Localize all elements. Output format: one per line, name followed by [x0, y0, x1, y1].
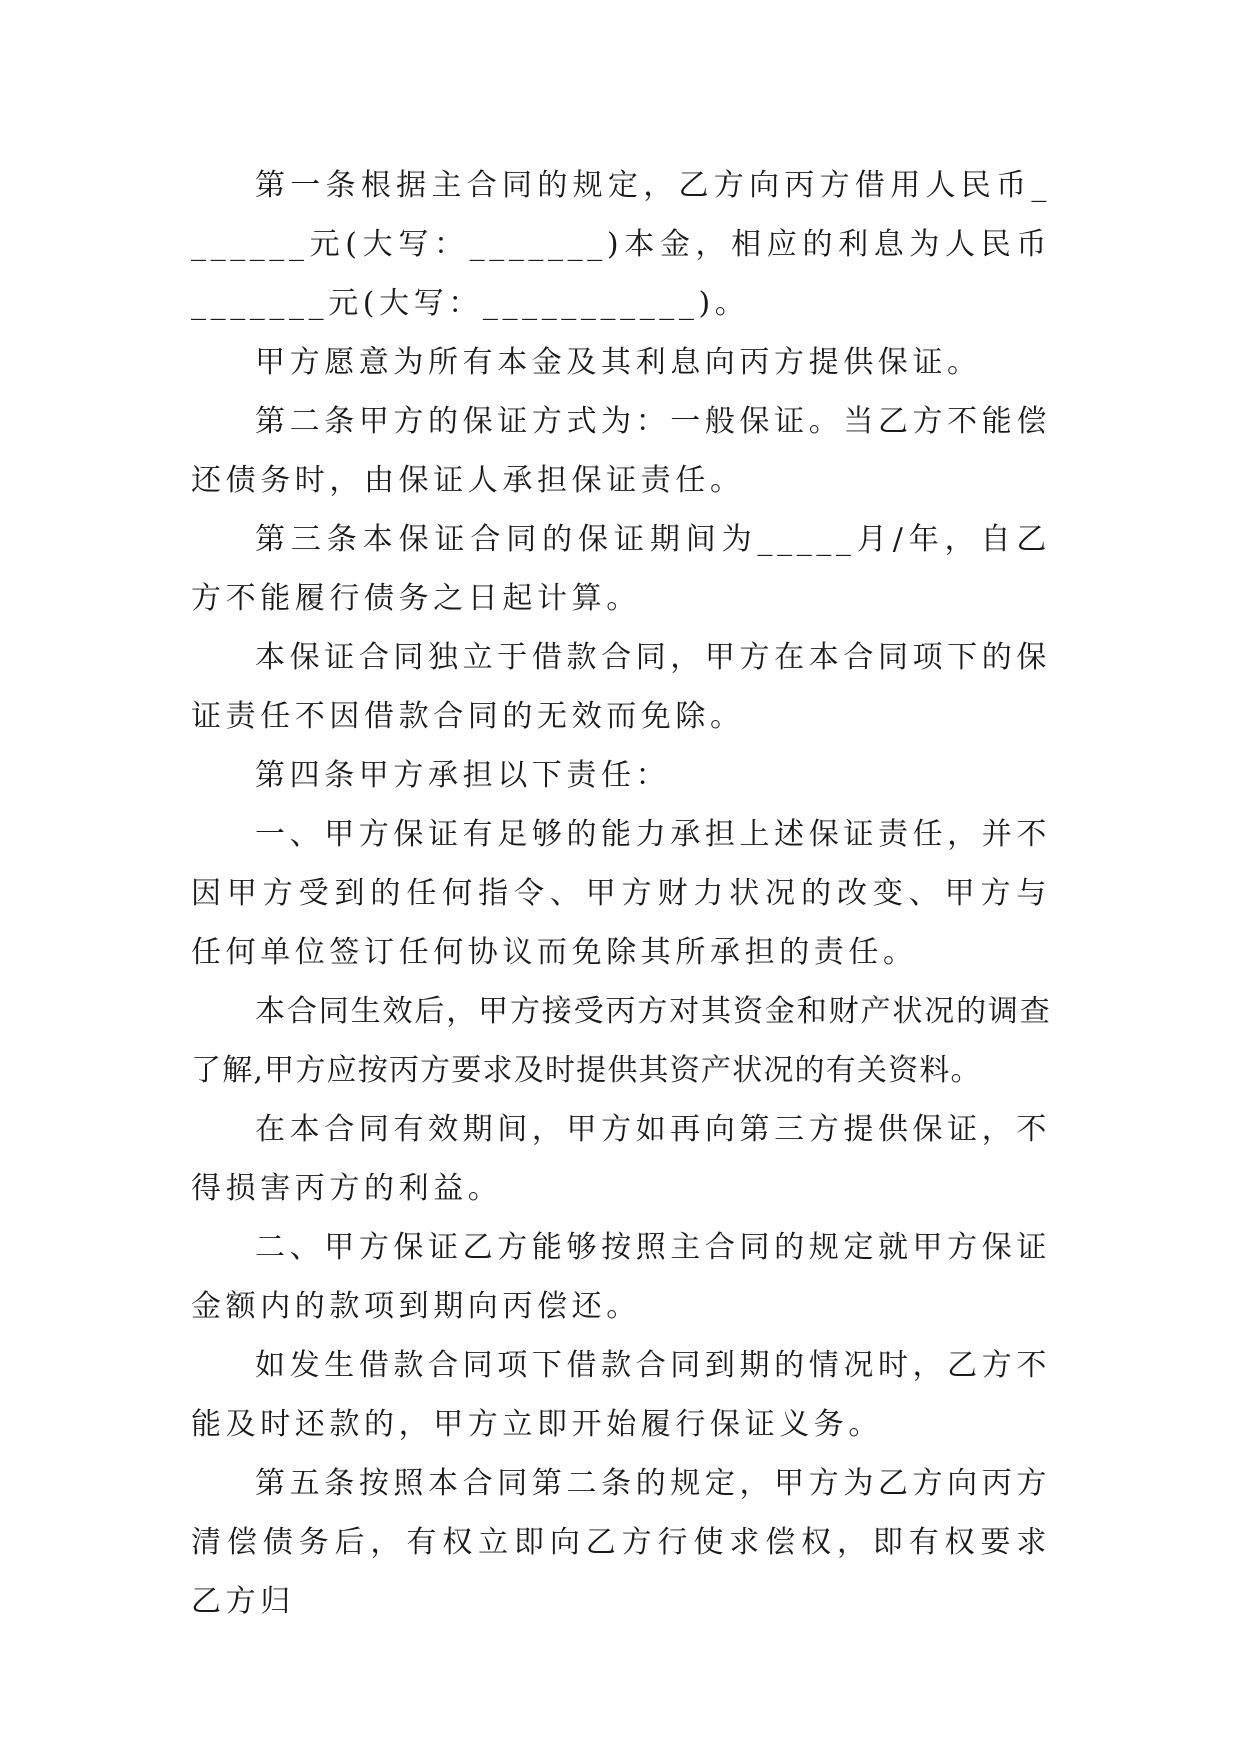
clause-4-item-2-paragraph: 二、甲方保证乙方能够按照主合同的规定就甲方保证金额内的款项到期向丙偿还。	[191, 1230, 1051, 1324]
document-body	[191, 156, 1051, 1631]
clause-4-item-1-paragraph: 一、甲方保证有足够的能力承担上述保证责任，并不因甲方受到的任何指令、甲方财力状况的改变、甲方与任何单位签订任何协议而免除其所承担的责任。	[191, 817, 1051, 970]
default-paragraph: 如发生借款合同项下借款合同到期的情况时，乙方不能及时还款的，甲方立即开始履行保证义务。	[191, 1348, 1051, 1442]
investigation-paragraph: 本合同生效后，甲方接受丙方对其资金和财产状况的调查了解,甲方应按丙方要求及时提供其资产状况的有关资料。	[191, 994, 1051, 1088]
clause-4-heading: 第四条甲方承担以下责任：	[255, 758, 671, 793]
clause-2-paragraph: 第二条甲方的保证方式为：一般保证。当乙方不能偿还债务时，由保证人承担保证责任。	[191, 404, 1051, 498]
guarantee-intent-paragraph: 甲方愿意为所有本金及其利息向丙方提供保证。	[255, 345, 982, 380]
clause-3-paragraph: 第三条本保证合同的保证期间为_____月/年，自乙方不能履行债务之日起计算。	[191, 522, 1051, 616]
clause-1-paragraph: 第一条根据主合同的规定，乙方向丙方借用人民币_______元(大写：_______)本金，相应的利息为人民币_______元(大写：___________)。	[191, 168, 1051, 321]
independence-paragraph: 本保证合同独立于借款合同，甲方在本合同项下的保证责任不因借款合同的无效而免除。	[191, 640, 1051, 734]
validity-period-paragraph: 在本合同有效期间，甲方如再向第三方提供保证，不得损害丙方的利益。	[191, 1112, 1051, 1206]
clause-5-paragraph: 第五条按照本合同第二条的规定，甲方为乙方向丙方清偿债务后，有权立即向乙方行使求偿权，即有权要求乙方归	[191, 1466, 1051, 1619]
